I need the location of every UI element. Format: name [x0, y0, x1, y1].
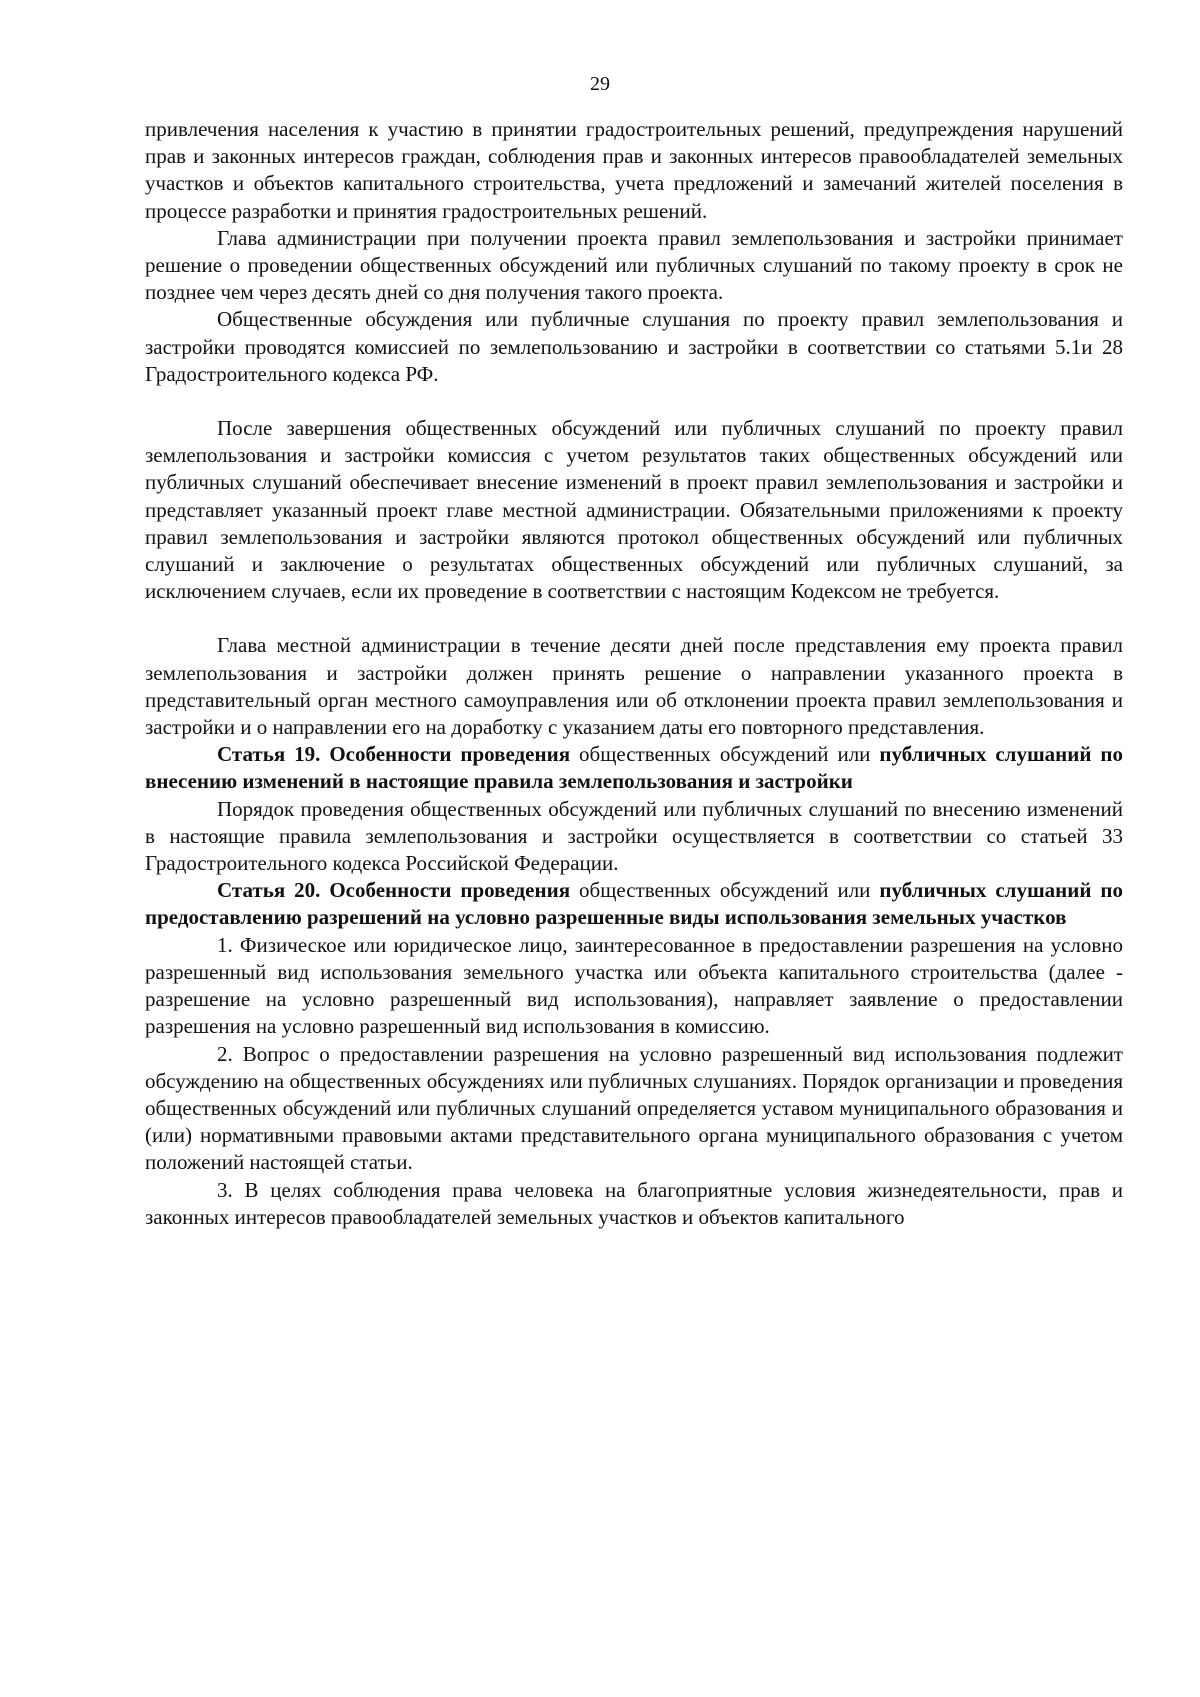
article-20-item-1: 1. Физическое или юридическое лицо, заинтересованное в предоставлении разрешения на условно разрешенный вид использования земельного участка или объекта капитального строительства (далее - разрешение на условно разрешенный вид использования), направляет заявление о предоставлении разрешения на условно разрешенный вид использования в комиссию. — [145, 932, 1123, 1039]
article-19-heading-bold-end: публичных слушаний по внесению изменений в настоящие правила землепользования и застройки — [145, 742, 1124, 794]
article-19-heading-normal: общественных обсуждений или — [570, 742, 880, 767]
article-20-heading-bold-end: публичных слушаний по предоставлению разрешений на условно разрешенные виды использования земельных участков — [145, 878, 1124, 930]
article-19-body: Порядок проведения общественных обсуждений или публичных слушаний по внесению изменений в настоящие правила землепользования и застройки осуществляется в соответствии со статьей 33 Градостроительного кодекса Российской Федерации. — [145, 796, 1123, 876]
paragraph-population-involvement: привлечения населения к участию в принятии градостроительных решений, предупреждения нарушений прав и законных интересов граждан, соблюдения прав и законных интересов правообладателей земельных участков и объектов капитального строительства, учета предложений и замечаний жителей поселения в процессе разработки и принятия градостроительных решений. — [145, 117, 1123, 223]
page-number: 29 — [590, 73, 610, 95]
paragraph-hearings-commission: Общественные обсуждения или публичные слушания по проекту правил землепользования и застройки проводятся комиссией по землепользованию и застройки в соответствии со статьями 5.1и 28 Градостроительного кодекса РФ. — [145, 307, 1123, 386]
paragraph-head-decision: Глава администрации при получении проекта правил землепользования и застройки принимает решение о проведении общественных обсуждений или публичных слушаний по такому проекту в срок не позднее чем через десять дней со дня получения такого проекта. — [145, 225, 1123, 305]
article-20-item-2: 2. Вопрос о предоставлении разрешения на условно разрешенный вид использования подлежит обсуждению на общественных обсуждениях или публичных слушаниях. Порядок организации и проведения общественных обсуждений или публичных слушаний определяется уставом муниципального образования и (или) нормативными правовыми актами представительного органа муниципального образования с учетом положений настоящей статьи. — [145, 1041, 1123, 1175]
article-20-heading-normal: общественных обсуждений или — [570, 878, 880, 903]
article-20-heading — [145, 877, 1123, 931]
document-body — [145, 116, 1123, 1231]
paragraph-after-hearings: После завершения общественных обсуждений или публичных слушаний по проекту правил землепользования и застройки комиссия с учетом результатов таких общественных обсуждений или публичных слушаний обеспечивает внесение изменений в проект правил землепользования и застройки и представляет указанный проект главе местной администрации. Обязательными приложениями к проекту правил землепользования и застройки являются протокол общественных обсуждений или публичных слушаний и заключение о результатах общественных обсуждений или публичных слушаний, за исключением случаев, если их проведение в соответствии с настоящим Кодексом не требуется. — [145, 416, 1123, 604]
paragraph-head-ten-days: Глава местной администрации в течение десяти дней после представления ему проекта правил землепользования и застройки должен принять решение о направлении указанного проекта в представительный орган местного самоуправления или об отклонении проекта правил землепользования и застройки и о направлении его на доработку с указанием даты его повторного представления. — [145, 633, 1123, 740]
article-19-heading — [145, 741, 1123, 795]
article-20-heading-bold-start: Статья 20. Особенности проведения — [217, 878, 571, 903]
article-20-item-3: 3. В целях соблюдения права человека на благоприятные условия жизнедеятельности, прав и законных интересов правообладателей земельных участков и объектов капитального — [145, 1177, 1123, 1229]
article-19-heading-bold-start: Статья 19. Особенности проведения — [217, 742, 571, 767]
